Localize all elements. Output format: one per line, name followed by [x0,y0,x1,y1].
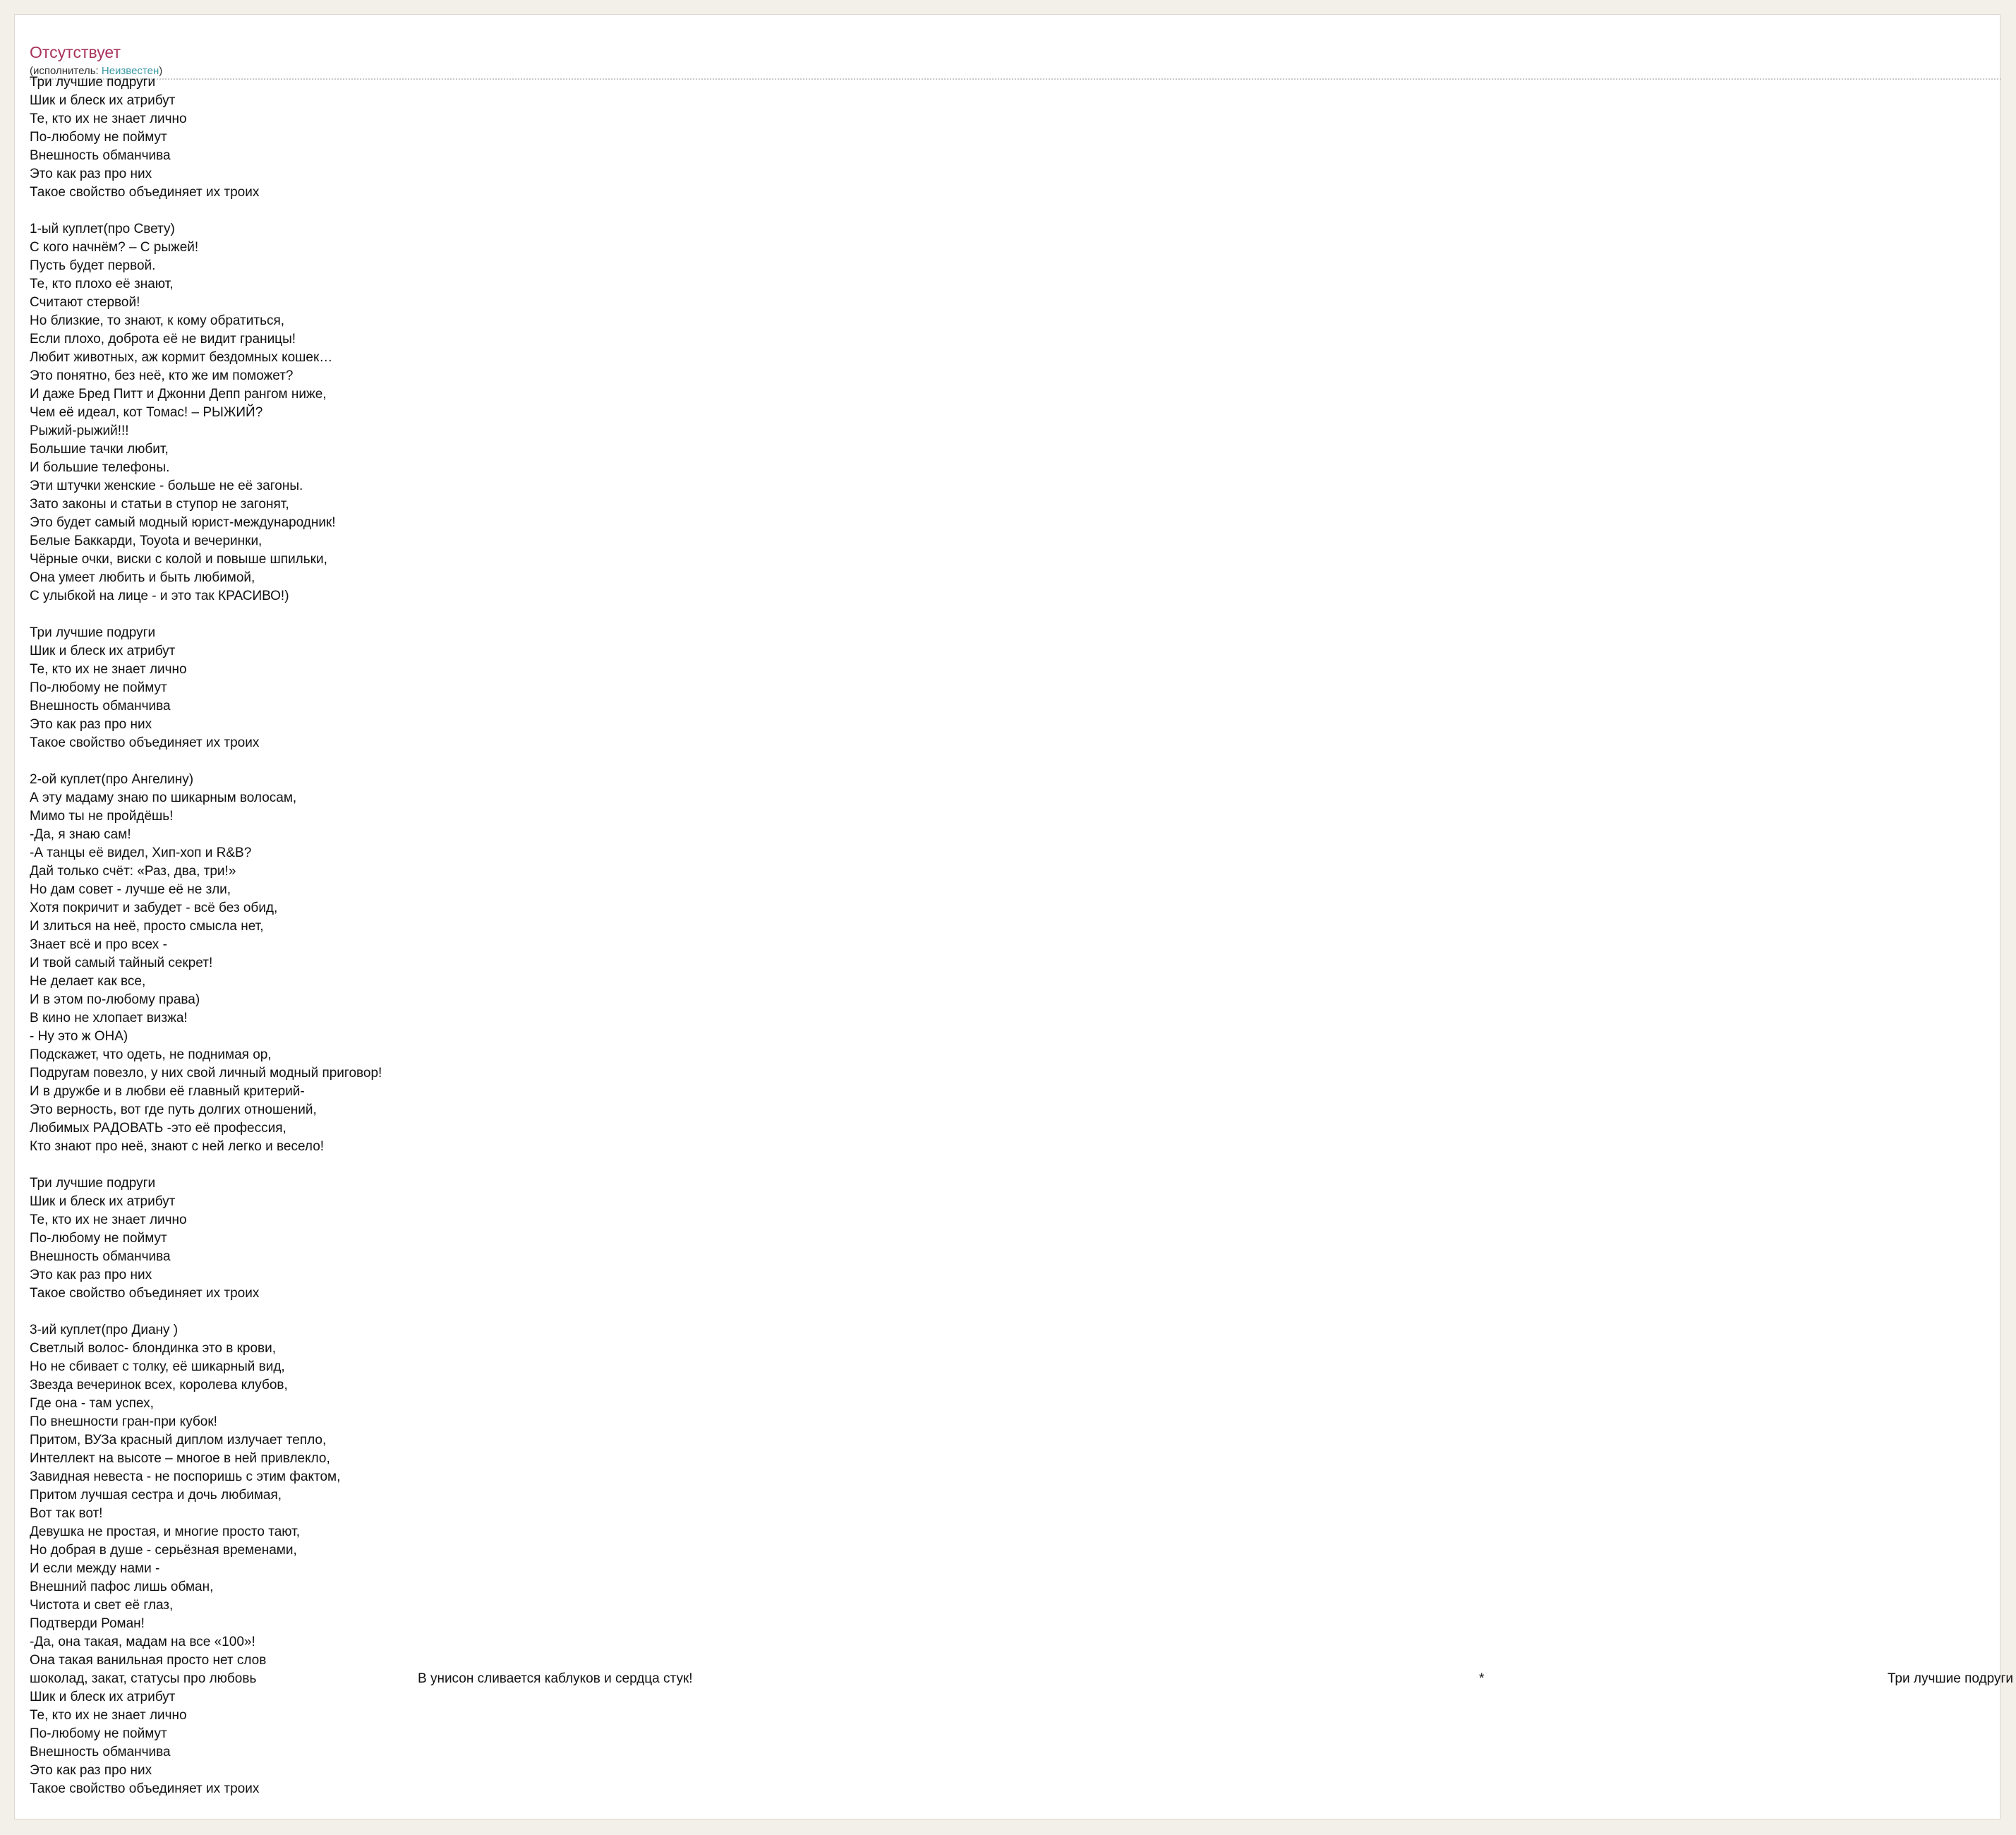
lyric-line: Те, кто плохо её знают, [30,277,174,291]
lyric-line: Внешность обманчива [30,1249,171,1264]
performer-link[interactable]: Неизвестен [101,65,159,77]
lyric-line: Чем её идеал, кот Томас! – РЫЖИЙ? [30,405,263,420]
lyric-line: Интеллект на высоте – многое в ней привлекло, [30,1451,330,1466]
lyric-line: Три лучшие подруги [30,625,156,640]
lyric-line: И твой самый тайный секрет! [30,956,213,970]
lyric-line: И злиться на неё, просто смысла нет, [30,919,264,934]
lyric-line: Шик и блеск их атрибут [30,1690,176,1704]
lyric-line: Притом лучшая сестра и дочь любимая, [30,1488,282,1503]
performer-suffix: ) [159,65,163,77]
lyric-line: С кого начнём? – С рыжей! [30,240,199,255]
stanza-break [30,606,382,624]
stanza-break [30,1156,382,1174]
lyric-line: В кино не хлопает визжа! [30,1011,188,1025]
lyric-line: Светлый волос- блондинка это в крови, [30,1341,277,1356]
lyric-line: А эту мадаму знаю по шикарным волосам, [30,790,297,805]
lyric-line: Те, кто их не знает лично [30,112,187,126]
song-header [30,29,2001,80]
lyric-line: Где она - там успех, [30,1396,154,1411]
lyric-line: Шик и блеск их атрибут [30,644,176,658]
lyric-fragment-right: Три лучшие подруги [1887,1671,2013,1686]
lyric-line: Звезда вечеринок всех, королева клубов, [30,1378,288,1392]
lyric-line: Три лучшие подруги [30,1176,156,1191]
lyric-line: По-любому не поймут [30,130,167,145]
lyric-line: Внешний пафос лишь обман, [30,1580,214,1594]
lyric-fragment-middle: В унисон сливается каблуков и сердца стук! [418,1671,693,1686]
lyric-line: Это как раз про них [30,1763,152,1778]
lyric-line: Подскажет, что одеть, не поднимая ор, [30,1047,272,1062]
lyric-line: Белые Баккарди, Toyota и вечеринки, [30,534,262,548]
lyric-line: Это верность, вот где путь долгих отношений, [30,1102,317,1117]
lyric-line: Но не сбивает с толку, её шикарный вид, [30,1359,285,1374]
lyric-line: Шик и блеск их атрибут [30,1194,176,1209]
lyric-line: По-любому не поймут [30,1231,167,1246]
lyric-line: И в этом по-любому права) [30,992,200,1007]
lyric-line: Внешность обманчива [30,1745,171,1759]
lyric-line: Это как раз про них [30,1268,152,1282]
lyric-line: Она умеет любить и быть любимой, [30,570,255,585]
lyric-line: Любит животных, аж кормит бездомных кошек… [30,350,333,365]
lyric-line: Чистота и свет её глаз, [30,1598,174,1613]
stanza-break [30,1303,382,1321]
lyric-line: Это понятно, без неё, кто же им поможет? [30,368,294,383]
lyric-line: Это будет самый модный юрист-международник! [30,515,336,530]
lyric-line: Такое свойство объединяет их троих [30,735,260,750]
lyric-line: Притом, ВУЗа красный диплом излучает тепло, [30,1433,327,1448]
lyric-line: Большие тачки любит, [30,442,169,457]
lyric-line: По внешности гран-при кубок! [30,1414,217,1429]
lyric-line: Считают стервой! [30,295,140,310]
lyric-line: По-любому не поймут [30,680,167,695]
lyric-line: Такое свойство объединяет их троих [30,1286,260,1301]
lyric-line: Мимо ты не пройдёшь! [30,809,174,824]
lyric-line: 2-ой куплет(про Ангелину) [30,772,194,787]
lyric-line: Это как раз про них [30,167,152,181]
lyric-line: Такое свойство объединяет их троих [30,1781,260,1796]
song-title: Отсутствует [30,43,121,61]
lyric-line: Любимых РАДОВАТЬ -это её профессия, [30,1121,286,1136]
stanza-break [30,752,382,771]
lyric-line: -Да, я знаю сам! [30,827,131,842]
lyric-line: Чёрные очки, виски с колой и повыше шпильки, [30,552,327,567]
lyric-line: Не делает как все, [30,974,146,989]
lyric-line: Дай только счёт: «Раз, два, три!» [30,864,236,879]
lyric-line: Она такая ванильная просто нет слов [30,1653,267,1668]
lyric-line: Внешность обманчива [30,699,171,714]
lyric-line: Это как раз про них [30,717,152,732]
lyric-line: С улыбкой на лице - и это так КРАСИВО!) [30,589,289,603]
lyric-line: -Да, она такая, мадам на все «100»! [30,1635,255,1649]
performer-prefix: (исполнитель: [30,65,102,77]
lyric-line: -А танцы её видел, Хип-хоп и R&B? [30,846,252,860]
lyric-line: Подругам повезло, у них свой личный модный приговор! [30,1066,382,1081]
lyric-line: Шик и блеск их атрибут [30,93,176,108]
lyric-line: - Ну это ж ОНА) [30,1029,128,1044]
lyric-line: Кто знают про неё, знают с ней легко и весело! [30,1139,325,1154]
lyric-line: Подтверди Роман! [30,1616,145,1631]
lyric-line: Такое свойство объединяет их троих [30,185,260,200]
lyric-line: Вот так вот! [30,1506,103,1521]
lyric-line: Но близкие, то знают, к кому обратиться, [30,313,285,328]
lyric-line: Если плохо, доброта её не видит границы! [30,332,296,347]
lyric-line: Хотя покричит и забудет - всё без обид, [30,901,278,915]
lyric-line: Девушка не простая, и многие просто тают, [30,1524,301,1539]
lyric-line: 3-ий куплет(про Диану ) [30,1323,179,1337]
lyric-line: Но добрая в душе - серьёзная временами, [30,1543,297,1558]
lyric-line: И если между нами - [30,1561,160,1576]
lyric-line: Пусть будет первой. [30,258,156,273]
lyric-line: Знает всё и про всех - [30,937,167,952]
lyric-line: По-любому не поймут [30,1726,167,1741]
lyrics-text [30,73,382,1798]
lyric-fragment-star: * [1479,1671,1485,1686]
lyric-line: И даже Бред Питт и Джонни Депп рангом ниже, [30,387,327,402]
lyric-line: Зато законы и статьи в ступор не загонят, [30,497,289,512]
lyric-line: Те, кто их не знает лично [30,662,187,677]
lyric-line: Внешность обманчива [30,148,171,163]
lyric-line: И большие телефоны. [30,460,170,475]
lyric-line: Но дам совет - лучше её не зли, [30,882,231,897]
lyric-line: Те, кто их не знает лично [30,1213,187,1227]
lyric-line: шоколад, закат, статусы про любовь [30,1671,257,1686]
lyric-line: Три лучшие подруги [30,75,156,90]
stanza-break [30,202,382,220]
lyric-line: И в дружбе и в любви её главный критерий- [30,1084,305,1099]
lyric-line: Рыжий-рыжий!!! [30,423,129,438]
lyric-line: Завидная невеста - не поспоришь с этим фактом, [30,1469,341,1484]
lyric-line: 1-ый куплет(про Свету) [30,222,175,236]
lyric-line: Те, кто их не знает лично [30,1708,187,1723]
lyric-line: Эти штучки женские - больше не её загоны. [30,479,303,493]
